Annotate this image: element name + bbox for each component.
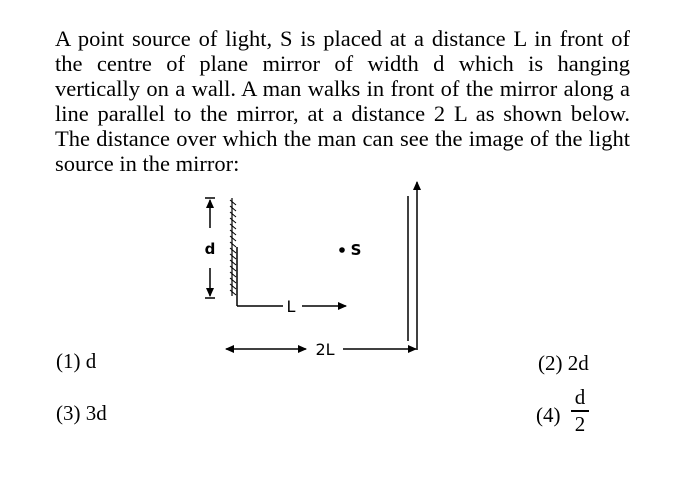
option-2-value: 2d [567, 351, 589, 375]
distance-2l-label: 2L [315, 340, 335, 359]
distance-l-label: L [286, 297, 296, 316]
man-path [408, 182, 417, 350]
option-3-number: (3) [56, 401, 81, 425]
option-1-value: d [85, 349, 97, 373]
option-1-number: (1) [56, 349, 81, 373]
option-3-value: 3d [85, 401, 107, 425]
option-1[interactable] [56, 349, 96, 373]
option-4-fraction [571, 386, 589, 435]
mirror-width-label: d [204, 240, 216, 258]
option-3[interactable] [56, 401, 107, 425]
mirror [230, 198, 236, 296]
option-4-number: (4) [536, 403, 561, 427]
option-2[interactable] [538, 351, 589, 375]
option-2-number: (2) [538, 351, 563, 375]
question-text: A point source of light, S is placed at a distance L in front of the centre of plane mirror of width d which is hanging vertically on a wall. A man walks in front of the mirror along a line parallel to the mirror, at a distance 2 L as shown below. The distance over which the man can see the image of the light source in the mirror: [55, 26, 630, 176]
light-source-dot [339, 247, 345, 253]
reference-line [237, 247, 283, 306]
option-4-numerator: d [574, 385, 586, 409]
option-4[interactable] [536, 403, 561, 427]
option-4-denominator: 2 [574, 411, 586, 436]
light-source-label: S [350, 241, 362, 259]
